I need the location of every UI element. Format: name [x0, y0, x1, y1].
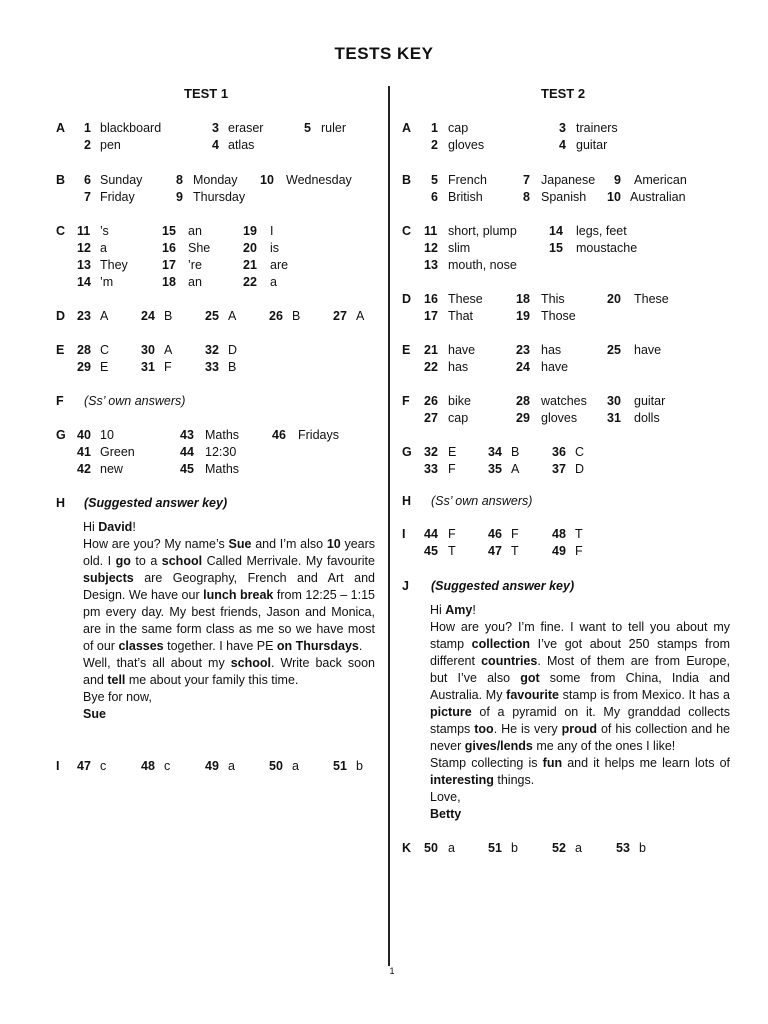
answer-text: is [270, 241, 280, 255]
answer-text: I [270, 224, 274, 238]
answer-number: 21 [243, 258, 257, 272]
section-label: B [402, 173, 412, 187]
answer-number: 27 [424, 411, 438, 425]
answer-text: mouth, nose [448, 258, 517, 272]
answer-text: That [448, 309, 474, 323]
answer-text: American [634, 173, 687, 187]
section-note: (Ss’ own answers) [84, 394, 186, 408]
answer-number: 13 [77, 258, 91, 272]
answer-number: 17 [162, 258, 176, 272]
section-label: D [56, 309, 66, 323]
answer-text: These [448, 292, 483, 306]
answer-number: 28 [77, 343, 91, 357]
answer-number: 16 [162, 241, 176, 255]
answer-text: These [634, 292, 669, 306]
section-note: (Ss’ own answers) [431, 494, 533, 508]
section-label: C [402, 224, 412, 238]
answer-text: E [100, 360, 109, 374]
answer-number: 23 [77, 309, 91, 323]
section-label: E [402, 343, 411, 357]
answer-number: 15 [162, 224, 176, 238]
answer-text: are [270, 258, 289, 272]
section-label: E [56, 343, 65, 357]
answer-text: has [541, 343, 562, 357]
answer-number: 22 [243, 275, 257, 289]
answer-text: D [228, 343, 238, 357]
answer-text: C [575, 445, 585, 459]
answer-number: 20 [243, 241, 257, 255]
answer-text: B [292, 309, 301, 323]
answer-text: F [448, 527, 456, 541]
answer-number: 50 [269, 759, 283, 773]
answer-text: a [575, 841, 582, 855]
answer-number: 30 [607, 394, 621, 408]
answer-number: 2 [84, 138, 91, 152]
answer-text: pen [100, 138, 121, 152]
answer-number: 35 [488, 462, 502, 476]
answer-text: guitar [634, 394, 666, 408]
answer-text: A [164, 343, 173, 357]
section-note: (Suggested answer key) [431, 579, 575, 593]
answer-number: 4 [559, 138, 566, 152]
answer-number: 49 [552, 544, 566, 558]
answer-text: ’s [100, 224, 109, 238]
answer-number: 32 [424, 445, 438, 459]
answer-text: 10 [100, 428, 114, 442]
answer-number: 3 [559, 121, 566, 135]
answer-number: 16 [424, 292, 438, 306]
answer-text: Japanese [541, 173, 596, 187]
answer-text: b [639, 841, 646, 855]
answer-number: 34 [488, 445, 502, 459]
answer-number: 53 [616, 841, 630, 855]
answer-number: 1 [431, 121, 438, 135]
test2-heading: TEST 2 [541, 86, 586, 101]
answer-text: watches [541, 394, 587, 408]
answer-text: T [575, 527, 583, 541]
answer-number: 29 [77, 360, 91, 374]
answer-text: ’m [100, 275, 114, 289]
letter-test2: Hi Amy! How are you? I’m fine. I want to tell you about my stamp collection I’ve got about 250 stamps from different countries. Most of them are from Europe, but I’ve also got some from China, India and Australia. My favourite stamp is from Mexico. It has a picture of a pyramid on it. My granddad collects stamps too. He is very proud of his collection and he never gives/lends me any of the ones I like! Stamp collecting is fun and it helps me learn lots of interesting things. Love, Betty [430, 603, 731, 821]
answer-text: gloves [448, 138, 485, 152]
answer-text: have [448, 343, 476, 357]
answer-number: 44 [424, 527, 438, 541]
answer-number: 37 [552, 462, 566, 476]
answer-text: short, plump [448, 224, 517, 238]
answer-number: 43 [180, 428, 194, 442]
section-label: C [56, 224, 66, 238]
answer-text: Sunday [100, 173, 143, 187]
answer-number: 8 [176, 173, 183, 187]
test1-heading: TEST 1 [184, 86, 229, 101]
answer-text: A [228, 309, 237, 323]
section-label: I [402, 527, 406, 541]
answer-text: B [228, 360, 237, 374]
answer-text: slim [448, 241, 471, 255]
answer-number: 17 [424, 309, 438, 323]
answer-text: A [100, 309, 109, 323]
answer-text: b [511, 841, 518, 855]
answer-number: 4 [212, 138, 219, 152]
answer-text: Friday [100, 190, 135, 204]
section-label: K [402, 841, 412, 855]
answer-text: c [100, 759, 107, 773]
answer-text: This [541, 292, 565, 306]
answer-number: 24 [141, 309, 155, 323]
answer-number: 7 [523, 173, 530, 187]
answer-text: F [511, 527, 519, 541]
answer-number: 40 [77, 428, 91, 442]
answer-number: 46 [272, 428, 286, 442]
answer-number: 11 [424, 224, 438, 238]
answer-number: 48 [141, 759, 155, 773]
answer-number: 26 [424, 394, 438, 408]
answer-text: Thursday [193, 190, 246, 204]
answer-text: She [188, 241, 211, 255]
section-label: J [402, 579, 409, 593]
answer-number: 47 [488, 544, 502, 558]
answer-text: Maths [205, 428, 240, 442]
answer-text: Monday [193, 173, 238, 187]
answer-text: b [356, 759, 363, 773]
answer-number: 47 [77, 759, 91, 773]
answer-text: F [164, 360, 172, 374]
answer-text: French [448, 173, 487, 187]
answer-number: 51 [333, 759, 347, 773]
answer-text: cap [448, 411, 469, 425]
answer-number: 26 [269, 309, 283, 323]
answer-text: C [100, 343, 110, 357]
answer-text: eraser [228, 121, 264, 135]
answer-text: Maths [205, 462, 240, 476]
answer-text: moustache [576, 241, 638, 255]
answer-text: a [228, 759, 235, 773]
answer-text: has [448, 360, 469, 374]
answer-text: guitar [576, 138, 608, 152]
section-label: G [402, 445, 412, 459]
answer-text: c [164, 759, 171, 773]
answer-number: 48 [552, 527, 566, 541]
answer-number: 13 [424, 258, 438, 272]
answer-text: blackboard [100, 121, 162, 135]
answer-number: 33 [424, 462, 438, 476]
answer-number: 5 [431, 173, 438, 187]
answer-text: British [448, 190, 483, 204]
page-title: TESTS KEY [334, 44, 434, 63]
answer-number: 9 [614, 173, 621, 187]
answer-text: They [100, 258, 128, 272]
answer-number: 9 [176, 190, 183, 204]
answer-text: Fridays [298, 428, 339, 442]
answer-text: legs, feet [576, 224, 627, 238]
answer-number: 2 [431, 138, 438, 152]
answer-number: 8 [523, 190, 530, 204]
answer-number: 45 [424, 544, 438, 558]
answer-text: atlas [228, 138, 255, 152]
section-label: A [56, 121, 66, 135]
answer-number: 50 [424, 841, 438, 855]
answer-text: E [448, 445, 457, 459]
answer-number: 18 [516, 292, 530, 306]
answer-text: B [164, 309, 173, 323]
answer-number: 22 [424, 360, 438, 374]
answer-number: 14 [77, 275, 91, 289]
answer-text: bike [448, 394, 471, 408]
section-label: H [56, 496, 66, 510]
answer-number: 52 [552, 841, 566, 855]
answer-number: 24 [516, 360, 530, 374]
answer-text: gloves [541, 411, 578, 425]
answer-number: 12 [77, 241, 91, 255]
answer-text: T [448, 544, 456, 558]
answer-text: trainers [576, 121, 618, 135]
answer-number: 10 [607, 190, 621, 204]
answer-number: 45 [180, 462, 194, 476]
answer-text: cap [448, 121, 469, 135]
answer-text: a [100, 241, 107, 255]
answer-text: T [511, 544, 519, 558]
answer-number: 15 [549, 241, 563, 255]
answer-text: a [292, 759, 299, 773]
answer-text: Wednesday [286, 173, 352, 187]
answer-text: a [448, 841, 455, 855]
answer-text: Green [100, 445, 135, 459]
answer-text: Australian [630, 190, 686, 204]
letter-test1: Hi David! How are you? My name’s Sue and I’m also 10 years old. I go to a school Called Merrivale. My favourite subjects are Geography, French and Art and Design. We have our lunch break from 12:25 – 1:15 pm every day. My best friends, Jason and Monica, are in the same form class as me so we have most of our classes together. I have PE on Thursdays. Well, that’s all about my school. Write back soon and tell me about your family this time. Bye for now, Sue [83, 520, 376, 721]
answer-number: 32 [205, 343, 219, 357]
answer-number: 28 [516, 394, 530, 408]
answer-text: F [448, 462, 456, 476]
answer-text: D [575, 462, 585, 476]
answer-text: A [511, 462, 520, 476]
answer-number: 33 [205, 360, 219, 374]
answer-text: A [356, 309, 365, 323]
answer-number: 14 [549, 224, 563, 238]
answer-text: a [270, 275, 277, 289]
answer-text: have [541, 360, 569, 374]
answer-number: 6 [431, 190, 438, 204]
section-label: B [56, 173, 66, 187]
answer-number: 6 [84, 173, 91, 187]
answer-number: 36 [552, 445, 566, 459]
answer-text: Those [541, 309, 576, 323]
section-label: F [402, 394, 410, 408]
answer-text: dolls [634, 411, 660, 425]
section-note: (Suggested answer key) [84, 496, 228, 510]
answer-number: 23 [516, 343, 530, 357]
answer-text: ’re [188, 258, 202, 272]
section-label: F [56, 394, 64, 408]
section-label: I [56, 759, 60, 773]
answer-number: 25 [205, 309, 219, 323]
answer-number: 1 [84, 121, 91, 135]
answer-number: 41 [77, 445, 91, 459]
answer-number: 42 [77, 462, 91, 476]
answer-number: 49 [205, 759, 219, 773]
answer-number: 10 [260, 173, 274, 187]
answer-text: an [188, 275, 202, 289]
answer-number: 21 [424, 343, 438, 357]
answer-number: 46 [488, 527, 502, 541]
answer-text: F [575, 544, 583, 558]
section-label: D [402, 292, 412, 306]
answer-text: new [100, 462, 123, 476]
answer-number: 7 [84, 190, 91, 204]
section-label: A [402, 121, 412, 135]
answer-number: 51 [488, 841, 502, 855]
answer-number: 12 [424, 241, 438, 255]
answer-number: 19 [243, 224, 257, 238]
answer-text: have [634, 343, 662, 357]
answer-text: 12:30 [205, 445, 237, 459]
section-label: G [56, 428, 66, 442]
answer-number: 18 [162, 275, 176, 289]
answer-number: 29 [516, 411, 530, 425]
answer-number: 19 [516, 309, 530, 323]
answer-number: 31 [141, 360, 155, 374]
answer-number: 31 [607, 411, 621, 425]
answer-number: 20 [607, 292, 621, 306]
answer-text: an [188, 224, 202, 238]
answer-number: 3 [212, 121, 219, 135]
section-label: H [402, 494, 412, 508]
answer-number: 5 [304, 121, 311, 135]
answer-number: 11 [77, 224, 91, 238]
column-divider [388, 86, 390, 966]
answer-number: 27 [333, 309, 347, 323]
page-number: 1 [389, 966, 395, 976]
answer-number: 25 [607, 343, 621, 357]
answer-number: 44 [180, 445, 194, 459]
answer-text: B [511, 445, 520, 459]
answer-text: Spanish [541, 190, 587, 204]
answer-text: ruler [321, 121, 347, 135]
answer-number: 30 [141, 343, 155, 357]
